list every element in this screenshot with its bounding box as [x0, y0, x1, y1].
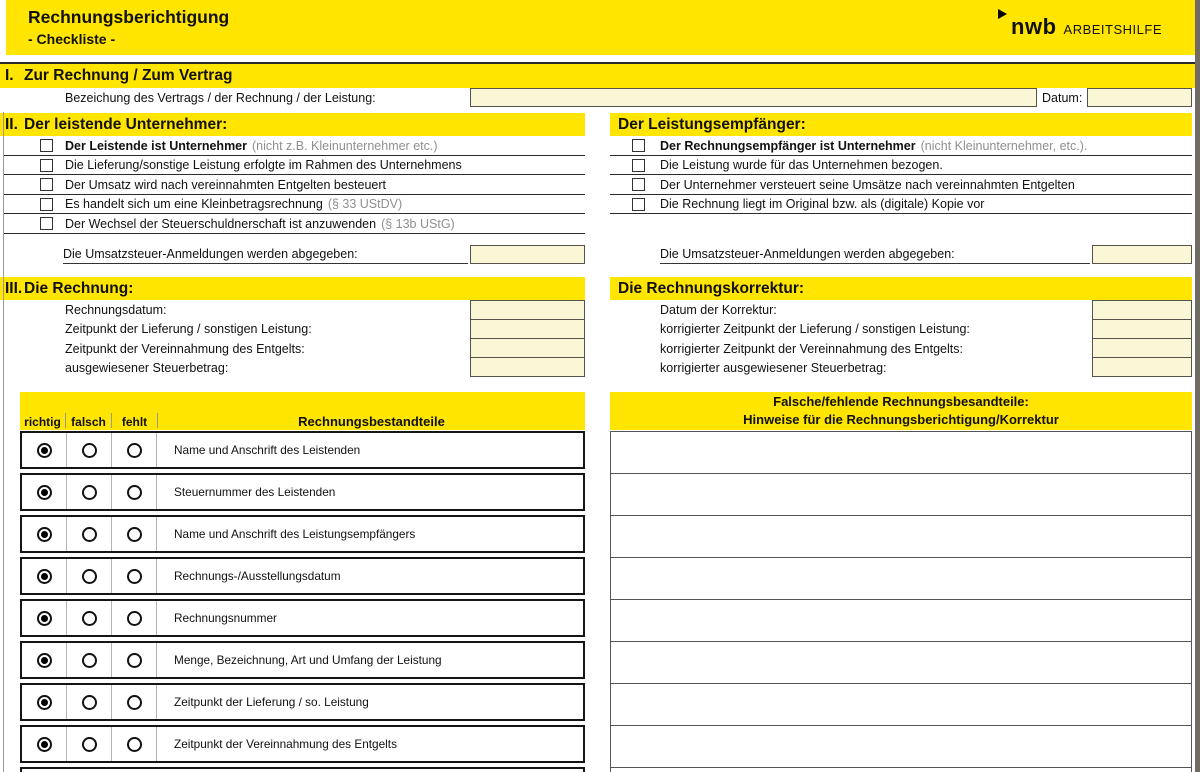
nwb-logo-text: nwb — [1011, 14, 1057, 39]
note-cell[interactable] — [610, 725, 1192, 768]
note-cell[interactable] — [610, 431, 1192, 474]
radio-falsch[interactable] — [82, 695, 97, 710]
section2-left-header — [0, 113, 585, 136]
checklist-label: Die Rechnung liegt im Original bzw. als (digitale) Kopie vor — [660, 197, 985, 211]
nwb-logo — [998, 5, 1162, 45]
row-label: Steuernummer des Leistenden — [174, 485, 336, 499]
radio-richtig[interactable] — [37, 527, 52, 542]
field-label: ausgewiesener Steuerbetrag: — [65, 360, 229, 375]
components-table-header — [20, 392, 585, 430]
ust-anmeldung-input-left[interactable] — [470, 245, 585, 264]
table-row — [20, 431, 585, 469]
checklist-note: (nicht z.B. Kleinunternehmer etc.) — [252, 138, 438, 153]
notes-header-line2: Hinweise für die Rechnungsberichtigung/Korrektur — [743, 412, 1059, 427]
steuerbetrag-input[interactable] — [470, 357, 585, 377]
korrigierter-lieferung-zeitpunkt-input[interactable] — [1092, 319, 1192, 339]
table-row-partial — [20, 767, 585, 772]
field-label: Zeitpunkt der Lieferung / sonstigen Leistung: — [65, 322, 312, 337]
checkbox[interactable] — [40, 178, 53, 191]
section1-title: Zur Rechnung / Zum Vertrag — [24, 67, 233, 84]
field-label: korrigierter Zeitpunkt der Lieferung / sonstigen Leistung: — [660, 322, 970, 337]
ust-anmeldung-label-left: Die Umsatzsteuer-Anmeldungen werden abgegeben: — [63, 245, 468, 264]
row-label: Name und Anschrift des Leistungsempfängers — [174, 527, 416, 541]
invoice-field-inputs — [470, 300, 585, 377]
section1-numeral: I. — [5, 67, 14, 84]
checklist-label: Die Lieferung/sonstige Leistung erfolgte im Rahmen des Unternehmens — [65, 158, 462, 172]
invoice-field-labels — [65, 301, 312, 378]
checklist-note: (§ 33 UStDV) — [327, 197, 403, 211]
radio-fehlt[interactable] — [127, 611, 142, 626]
radio-falsch[interactable] — [82, 611, 97, 626]
note-cell[interactable] — [610, 599, 1192, 642]
note-cell[interactable] — [610, 515, 1192, 558]
notes-panel-header — [610, 392, 1192, 430]
column-header-richtig: richtig — [24, 415, 61, 429]
field-label: Rechnungsdatum: — [65, 303, 167, 317]
checklist-row — [610, 175, 1192, 195]
checkbox[interactable] — [40, 139, 53, 152]
section3-left-title: Die Rechnung: — [24, 279, 134, 297]
rechnungsdatum-input[interactable] — [470, 300, 585, 320]
checkbox[interactable] — [632, 178, 645, 191]
korrigierter-steuerbetrag-input[interactable] — [1092, 357, 1192, 377]
vereinnahmung-zeitpunkt-input[interactable] — [470, 338, 585, 358]
checklist-label: Der Rechnungsempfänger ist Unternehmer — [660, 138, 916, 153]
note-cell[interactable] — [610, 683, 1192, 726]
radio-falsch[interactable] — [82, 527, 97, 542]
lieferung-zeitpunkt-input[interactable] — [470, 319, 585, 339]
column-header-fehlt: fehlt — [121, 415, 148, 429]
row-label: Zeitpunkt der Lieferung / so. Leistung — [174, 695, 369, 709]
checklist-row — [3, 214, 585, 234]
section2-right-header — [610, 113, 1192, 136]
section3-right-title: Die Rechnungskorrektur: — [618, 279, 805, 297]
table-row — [20, 473, 585, 511]
page-title: Rechnungsberichtigung — [28, 7, 230, 27]
radio-fehlt[interactable] — [127, 737, 142, 752]
radio-richtig[interactable] — [37, 569, 52, 584]
notes-panel — [610, 431, 1192, 772]
page-right-edge — [1195, 0, 1200, 772]
section2-right-title: Der Leistungsempfänger: — [618, 115, 806, 133]
notes-header-line1: Falsche/fehlende Rechnungsbesandteile: — [773, 394, 1029, 409]
radio-fehlt[interactable] — [127, 653, 142, 668]
correction-field-inputs — [1092, 300, 1192, 377]
date-label: Datum: — [1042, 91, 1083, 105]
section3-right-header — [610, 277, 1192, 300]
checklist-row — [3, 136, 585, 156]
row-label: Rechnungsnummer — [174, 611, 277, 625]
field-label: Zeitpunkt der Vereinnahmung des Entgelts: — [65, 341, 305, 356]
korrigierter-vereinnahmung-zeitpunkt-input[interactable] — [1092, 338, 1192, 358]
correction-field-labels — [660, 301, 970, 378]
checklist-row — [610, 136, 1192, 156]
checklist-row — [3, 195, 585, 215]
korrektur-datum-input[interactable] — [1092, 300, 1192, 320]
checkbox[interactable] — [40, 217, 53, 230]
ust-anmeldung-input-right[interactable] — [1092, 245, 1192, 264]
column-header-bestandteile: Rechnungsbestandteile — [298, 414, 445, 429]
section3-numeral: III. — [5, 279, 23, 297]
section3-left-header — [0, 277, 585, 300]
checklist-label: Der Leistende ist Unternehmer — [65, 138, 247, 153]
checkbox[interactable] — [40, 198, 53, 211]
radio-fehlt[interactable] — [127, 443, 142, 458]
nwb-logo-triangle-icon — [998, 9, 1007, 19]
checklist-label: Der Umsatz wird nach vereinnahmten Entgelten besteuert — [65, 177, 386, 192]
table-row — [20, 515, 585, 553]
checklist-row — [610, 156, 1192, 176]
checklist-label: Es handelt sich um eine Kleinbetragsrechnung — [65, 197, 323, 211]
field-label: korrigierter ausgewiesener Steuerbetrag: — [660, 360, 887, 375]
checklist-label: Der Unternehmer versteuert seine Umsätze nach vereinnahmten Entgelten — [660, 177, 1075, 192]
section2-left-title: Der leistende Unternehmer: — [24, 115, 228, 133]
row-label: Name und Anschrift des Leistenden — [174, 443, 361, 457]
radio-fehlt[interactable] — [127, 569, 142, 584]
radio-richtig[interactable] — [37, 485, 52, 500]
page-subtitle: - Checkliste - — [28, 31, 116, 47]
components-table — [20, 431, 585, 772]
radio-richtig[interactable] — [37, 611, 52, 626]
radio-richtig[interactable] — [37, 653, 52, 668]
section2-numeral: II. — [5, 115, 18, 133]
checklist-label: Die Leistung wurde für das Unternehmen bezogen. — [660, 158, 943, 172]
row-label: Rechnungs-/Ausstellungsdatum — [174, 569, 341, 583]
table-row — [20, 641, 585, 679]
supplier-checklist — [3, 136, 585, 234]
table-row — [20, 557, 585, 595]
column-header-falsch: falsch — [71, 415, 106, 429]
radio-falsch[interactable] — [82, 485, 97, 500]
checklist-note: (§ 13b UStG) — [381, 216, 455, 231]
section1-header — [0, 62, 1200, 88]
table-row — [20, 683, 585, 721]
date-input[interactable] — [1087, 88, 1192, 107]
title-bar — [6, 0, 1200, 55]
radio-richtig[interactable] — [37, 737, 52, 752]
radio-falsch[interactable] — [82, 569, 97, 584]
checklist-row — [3, 175, 585, 195]
checklist-row — [610, 195, 1192, 215]
radio-fehlt[interactable] — [127, 527, 142, 542]
checkbox[interactable] — [40, 159, 53, 172]
checkbox[interactable] — [632, 198, 645, 211]
radio-richtig[interactable] — [37, 695, 52, 710]
table-row — [20, 725, 585, 763]
row-label: Menge, Bezeichnung, Art und Umfang der Leistung — [174, 653, 442, 667]
note-cell[interactable] — [610, 767, 1192, 772]
checklist-label: Der Wechsel der Steuerschuldnerschaft ist anzuwenden — [65, 216, 377, 231]
row-label: Zeitpunkt der Vereinnahmung des Entgelts — [174, 737, 397, 751]
radio-fehlt[interactable] — [127, 485, 142, 500]
checkbox[interactable] — [632, 159, 645, 172]
checklist-row — [3, 156, 585, 176]
checkbox[interactable] — [632, 139, 645, 152]
contract-description-label: Bezeichung des Vertrags / der Rechnung / der Leistung: — [65, 91, 376, 105]
note-cell[interactable] — [610, 473, 1192, 516]
table-row — [20, 599, 585, 637]
recipient-checklist — [610, 136, 1192, 214]
field-label: korrigierter Zeitpunkt der Vereinnahmung des Entgelts: — [660, 341, 963, 356]
radio-fehlt[interactable] — [127, 695, 142, 710]
nwb-logo-suffix: ARBEITSHILFE — [1063, 22, 1162, 37]
ust-anmeldung-label-right: Die Umsatzsteuer-Anmeldungen werden abgegeben: — [660, 245, 1090, 264]
radio-falsch[interactable] — [82, 737, 97, 752]
note-cell[interactable] — [610, 641, 1192, 684]
contract-description-input[interactable] — [470, 88, 1037, 107]
radio-falsch[interactable] — [82, 653, 97, 668]
radio-falsch[interactable] — [82, 443, 97, 458]
note-cell[interactable] — [610, 557, 1192, 600]
field-label: Datum der Korrektur: — [660, 303, 777, 317]
checklist-note: (nicht Kleinunternehmer, etc.). — [920, 138, 1088, 153]
page-left-border — [3, 112, 4, 772]
radio-richtig[interactable] — [37, 443, 52, 458]
